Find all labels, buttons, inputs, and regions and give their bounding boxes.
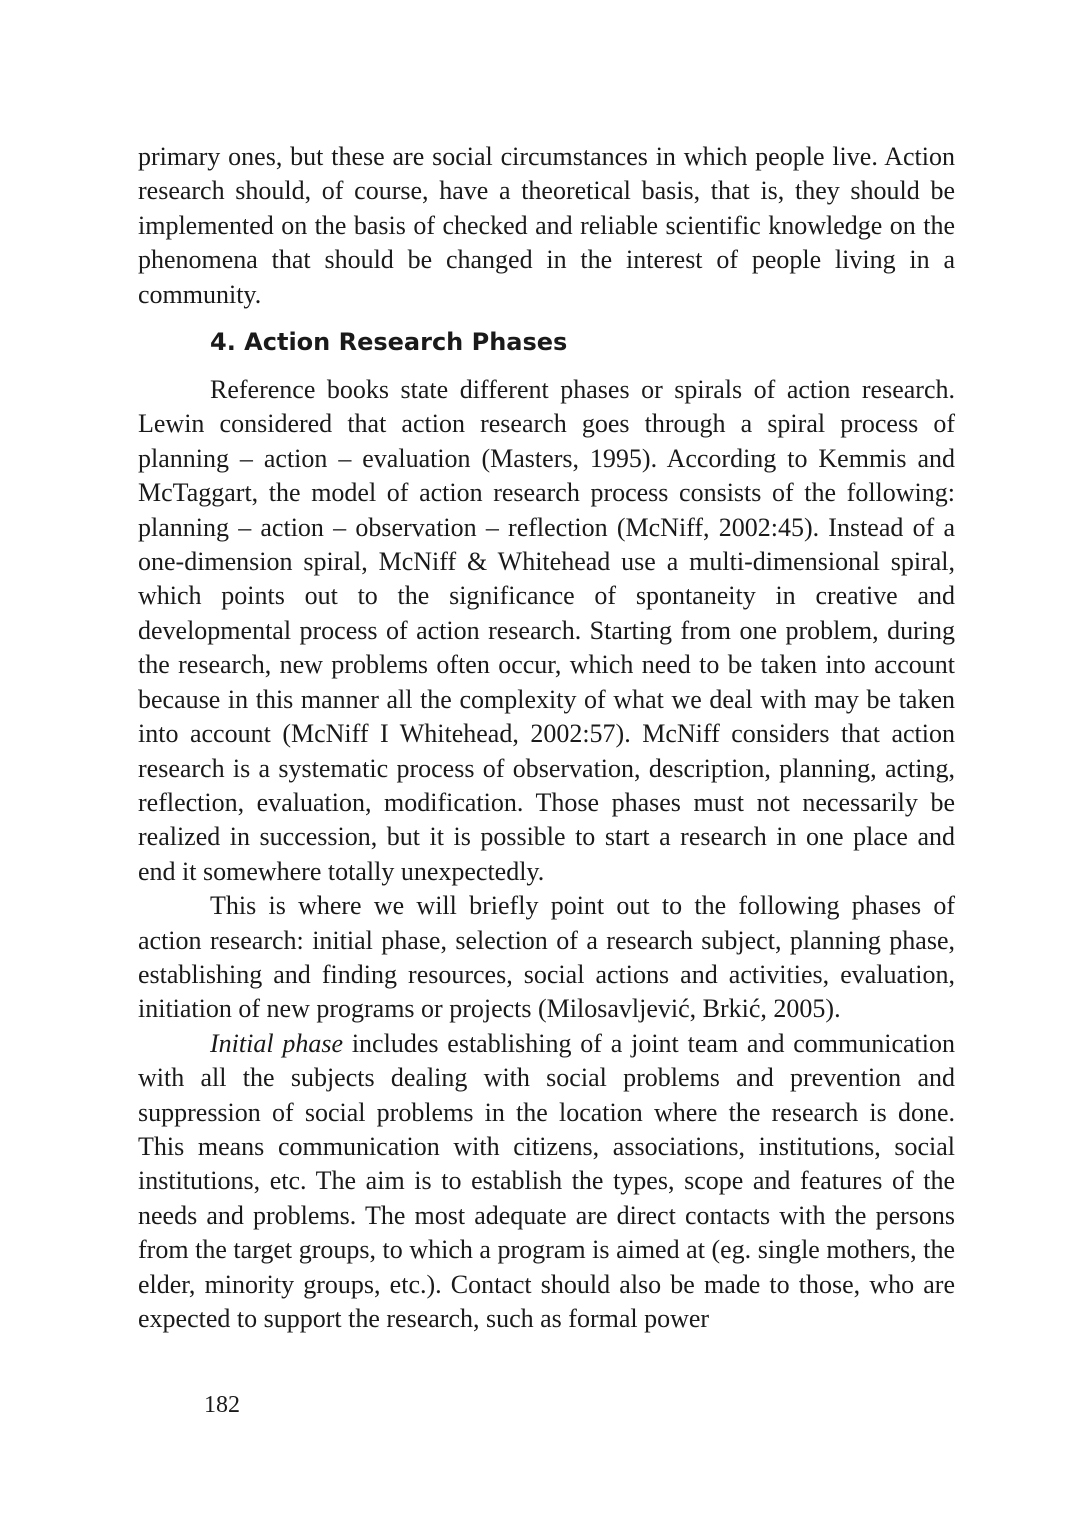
paragraph-phases-list: This is where we will briefly point out to the following phases of action research: initial phase, selection of a research subject, planning phase, establishing and finding resources, social actions and activities, evaluation, initiation of new programs or projects (Milosavljević, Brkić, 2005).	[138, 891, 955, 1024]
initial-phase-text: includes establishing of a joint team and communication with all the subjects dealing with social problems and prevention and suppression of social problems in the location where the research is done. This means communication with citizens, associations, institutions, social institutions, etc. The aim is to establish the types, scope and features of the needs and problems. The most adequate are direct contacts with the persons from the target groups, to which a program is aimed at (eg. single mothers, the elder, minority groups, etc.). Contact should also be made to those, who are expected to support the research, such as formal power	[138, 1028, 956, 1333]
paragraph-phases-overview: Reference books state different phases or spirals of action research. Lewin considered that action research goes through a spiral process of planning – action – evaluation (Masters, 1995). According to Kemmis and McTaggart, the model of action research process consists of the following: planning – action – observation – reflection (McNiff, 2002:45). Instead of a one-dimension spiral, McNiff & Whitehead use a multi-dimensional spiral, which points out to the significance of spontaneity in creative and developmental process of action research. Starting from one problem, during the research, new problems often occur, which need to be taken into account because in this manner all the complexity of what we deal with may be taken into account (McNiff I Whitehead, 2002:57). McNiff considers that action research is a systematic process of observation, description, planning, acting, reflection, evaluation, modification. Those phases must not necessarily be realized in succession, but it is possible to start a research in one place and end it somewhere totally unexpectedly.	[138, 375, 955, 886]
intro-paragraph: primary ones, but these are social circumstances in which people live. Action research should, of course, have a theoretical basis, that is, they should be implemented on the basis of checked and reliable scientific knowledge on the phenomena that should be changed in the interest of people living in a community.	[138, 142, 955, 309]
paragraph-initial-phase	[138, 1027, 955, 1337]
initial-phase-term: Initial phase	[210, 1028, 344, 1058]
section-heading: 4. Action Research Phases	[210, 328, 568, 357]
page-body	[138, 140, 955, 1336]
page-number: 182	[204, 1392, 240, 1418]
